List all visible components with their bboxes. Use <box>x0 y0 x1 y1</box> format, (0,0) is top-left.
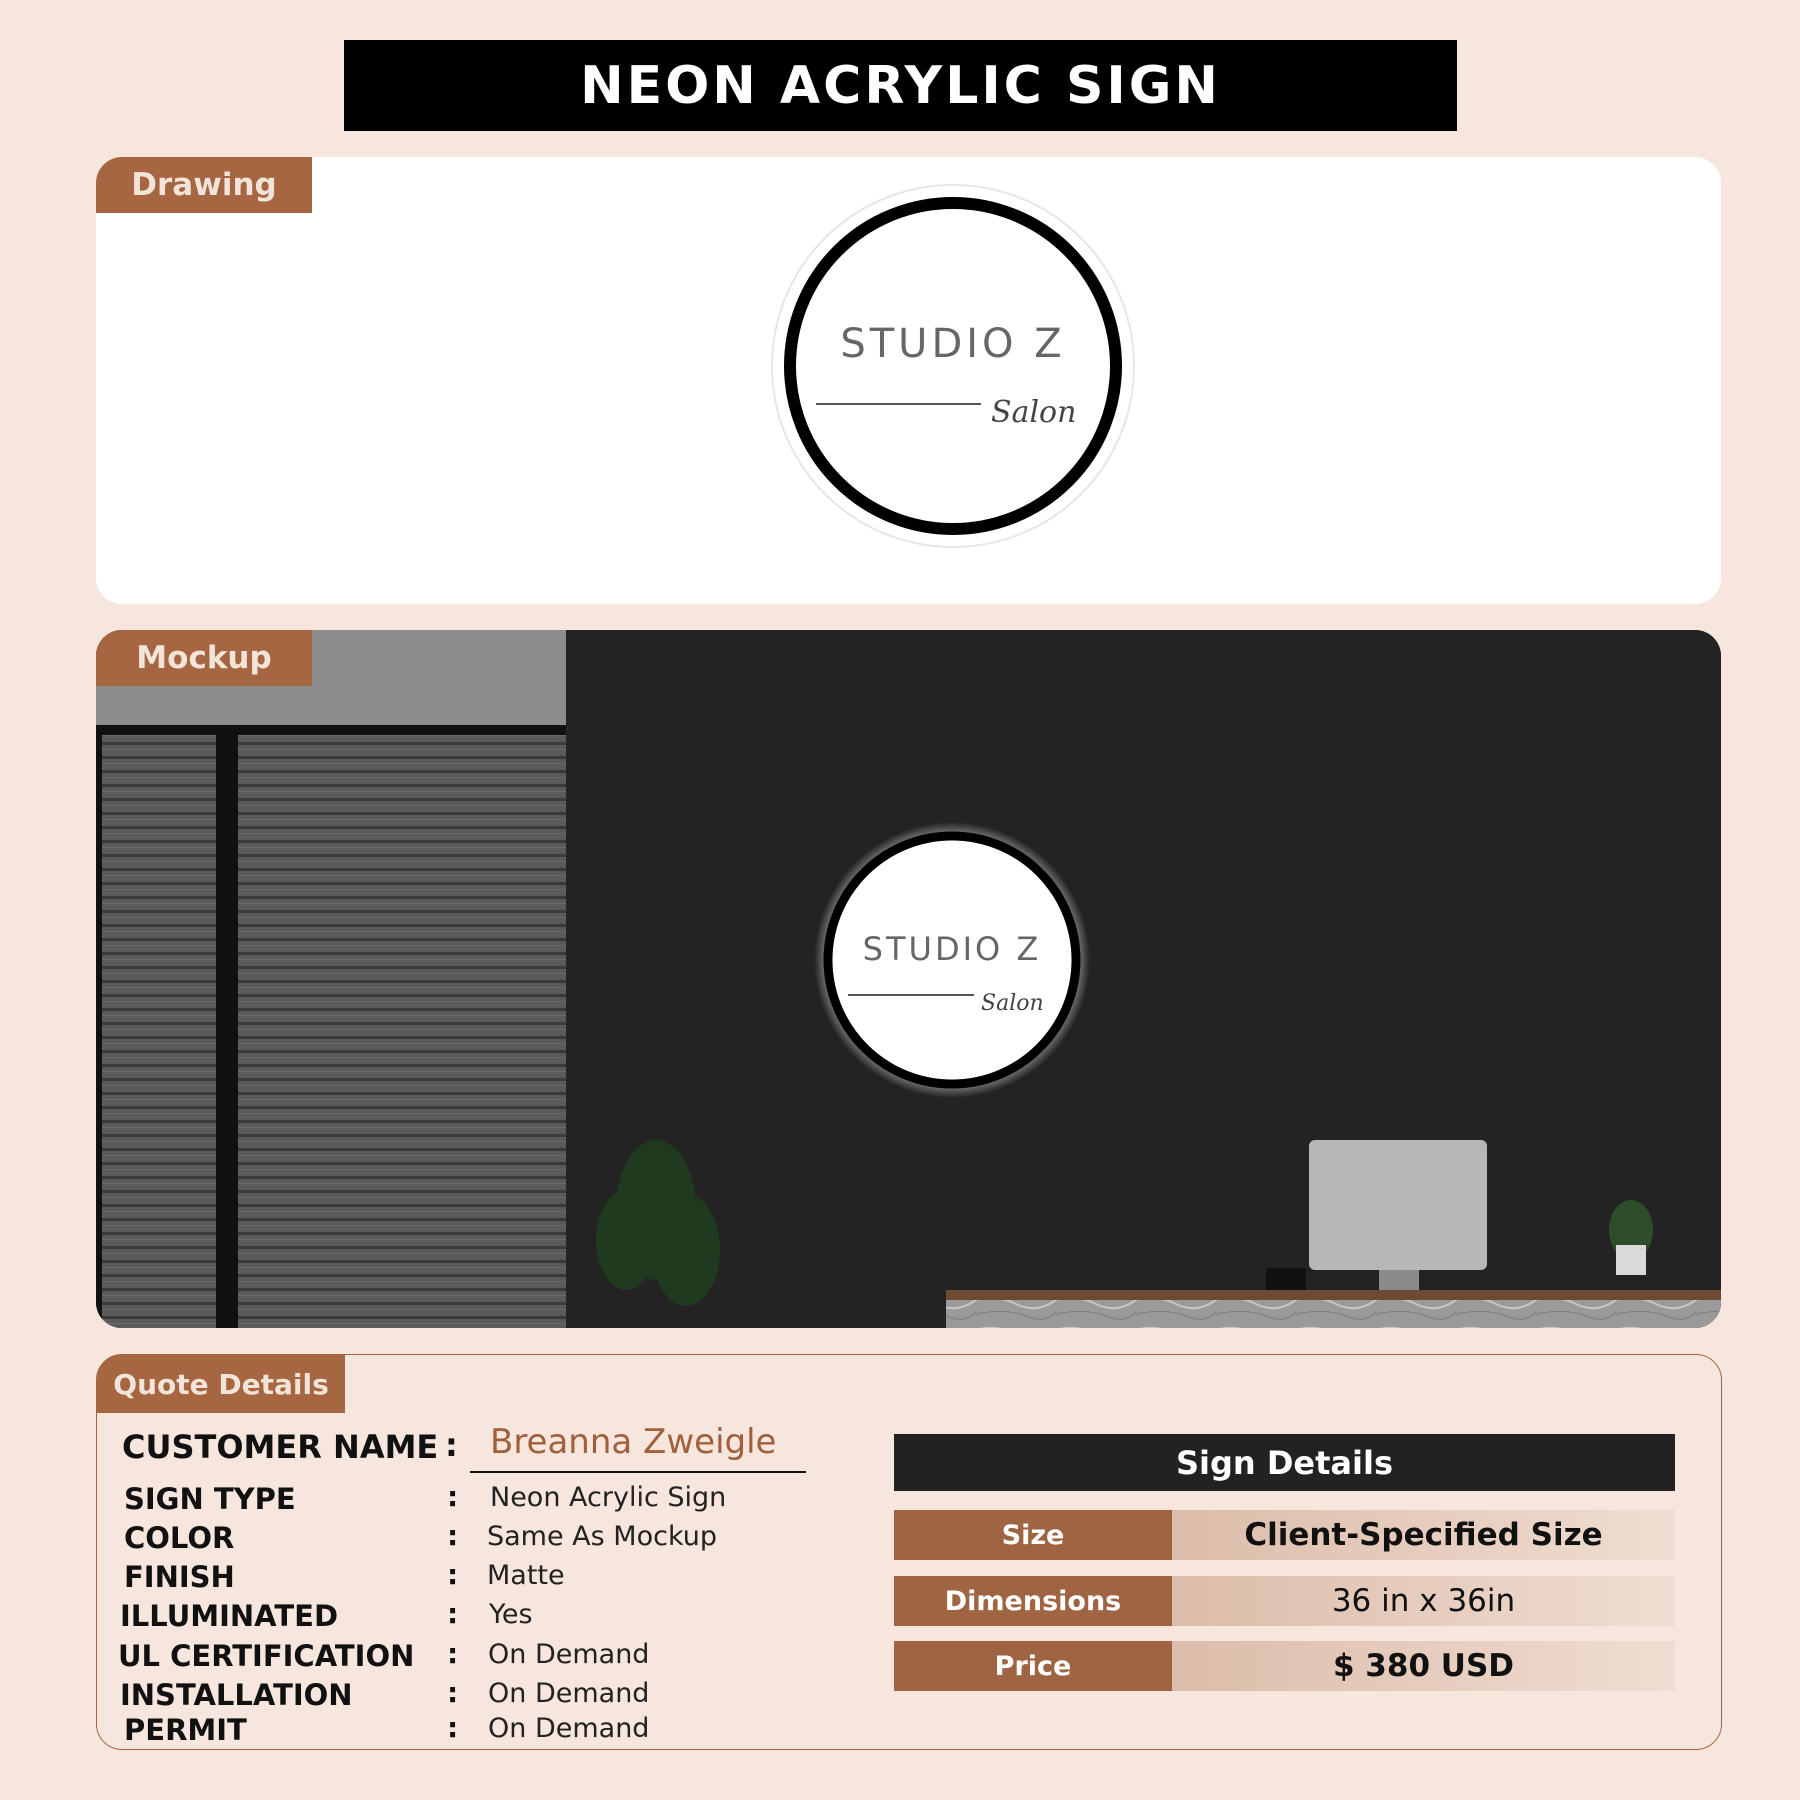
sign-type-colon: : <box>447 1480 459 1513</box>
sign-details-row-price <box>894 1641 1675 1691</box>
mockup-logo-script: Salon <box>981 991 1044 1016</box>
customer-name-underline <box>470 1471 806 1473</box>
mockup-panel <box>96 630 1721 1328</box>
dimensions-label: Dimensions <box>894 1576 1172 1626</box>
installation-value: On Demand <box>488 1678 650 1709</box>
price-value: $ 380 USD <box>1172 1641 1675 1691</box>
finish-label: FINISH <box>124 1560 235 1594</box>
ul-certification-label: UL CERTIFICATION <box>118 1639 415 1673</box>
mockup-scene <box>96 630 1721 1328</box>
quote-details-tab-label: Quote Details <box>97 1355 345 1413</box>
finish-value: Matte <box>487 1560 565 1591</box>
installation-label: INSTALLATION <box>120 1678 353 1712</box>
sign-type-value: Neon Acrylic Sign <box>490 1482 727 1513</box>
illuminated-colon: : <box>447 1597 459 1630</box>
customer-name-label: CUSTOMER NAME <box>122 1428 439 1466</box>
color-value: Same As Mockup <box>487 1521 718 1552</box>
size-value: Client-Specified Size <box>1172 1510 1675 1560</box>
price-label: Price <box>894 1641 1172 1691</box>
sign-details-header: Sign Details <box>894 1434 1675 1491</box>
sign-details-row-dimensions <box>894 1576 1675 1626</box>
permit-label: PERMIT <box>124 1713 247 1747</box>
ul-certification-value: On Demand <box>488 1639 650 1670</box>
color-colon: : <box>447 1519 459 1552</box>
size-label: Size <box>894 1510 1172 1560</box>
color-label: COLOR <box>124 1521 235 1555</box>
page-title: NEON ACRYLIC SIGN <box>344 40 1457 131</box>
finish-colon: : <box>447 1558 459 1591</box>
mockup-logo-text: STUDIO Z <box>862 930 1042 968</box>
sign-type-label: SIGN TYPE <box>124 1482 296 1516</box>
illuminated-value: Yes <box>489 1599 533 1630</box>
drawing-tab-label: Drawing <box>96 157 312 213</box>
drawing-logo-text: STUDIO Z <box>840 321 1066 367</box>
ul-certification-colon: : <box>447 1637 459 1670</box>
mockup-tab-label: Mockup <box>96 630 312 686</box>
drawing-panel <box>96 157 1721 604</box>
permit-colon: : <box>447 1711 459 1744</box>
sign-details-row-size <box>894 1510 1675 1560</box>
illuminated-label: ILLUMINATED <box>120 1599 339 1633</box>
dimensions-value: 36 in x 36in <box>1172 1576 1675 1626</box>
drawing-logo <box>96 157 1721 604</box>
customer-name-colon: : <box>445 1426 458 1464</box>
installation-colon: : <box>447 1676 459 1709</box>
drawing-logo-script: Salon <box>991 395 1077 430</box>
customer-name-value: Breanna Zweigle <box>490 1422 777 1462</box>
permit-value: On Demand <box>488 1713 650 1744</box>
